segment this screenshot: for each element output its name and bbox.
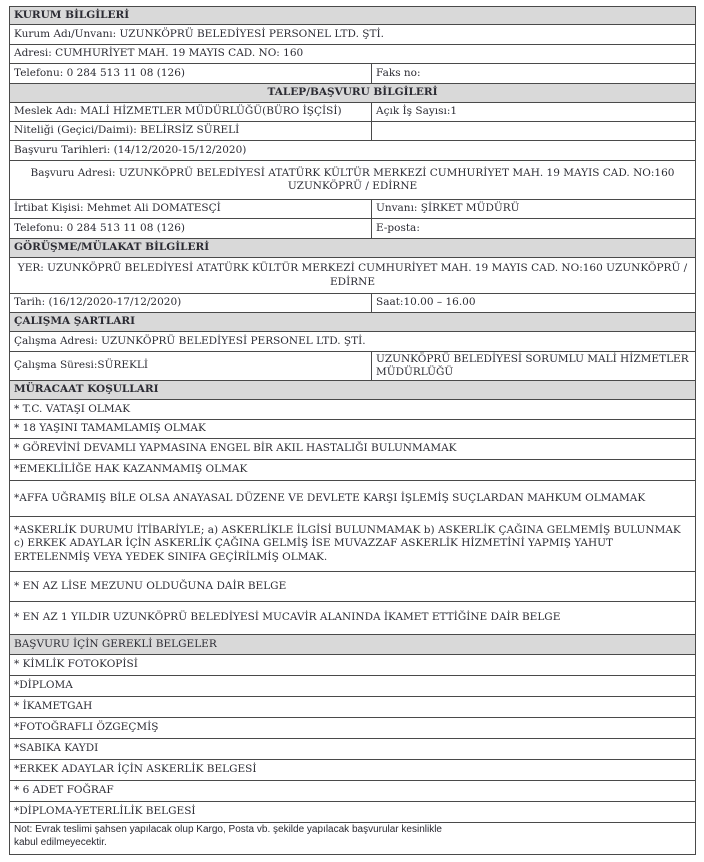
kurum-telefon-row [9,64,696,84]
list-item [9,802,696,823]
belge-item: *DİPLOMA-YETERLİLİK BELGESİ [14,805,196,818]
calisma-header-text: ÇALIŞMA ŞARTLARI [14,315,136,328]
list-item [9,655,696,676]
kurum-adres-row [9,45,696,64]
gorusme-yer-row [9,258,696,294]
talep-eposta: E-posta: [376,221,420,234]
gorusme-header-text: GÖRÜŞME/MÜLAKAT BİLGİLERİ [14,241,210,254]
belge-item: *FOTOĞRAFLI ÖZGEÇMİŞ [14,721,159,734]
section-header-kurum [9,6,696,25]
list-item [9,439,696,460]
belge-item: * 6 ADET FOĞRAF [14,784,114,797]
talep-niteligi: Niteliği (Geçici/Daimi): BELİRSİZ SÜRELİ [10,122,372,140]
muracaat-item: * T.C. VATAŞI OLMAK [14,402,131,415]
talep-adres-row [9,161,696,200]
kurum-adi-row [9,25,696,45]
section-header-belgeler [9,635,696,655]
list-item [9,697,696,718]
list-item [9,760,696,781]
list-item [9,481,696,517]
talep-meslek-row [9,103,696,122]
list-item [9,400,696,420]
calisma-adres: Çalışma Adresi: UZUNKÖPRÜ BELEDİYESİ PERSONEL LTD. ŞTİ. [14,334,366,347]
section-header-talep [9,84,696,103]
talep-niteligi-row [9,122,696,141]
talep-irtibat: İrtibat Kişisi: Mehmet Ali DOMATESÇİ [10,200,372,218]
muracaat-item: * 18 YAŞINI TAMAMLAMIŞ OLMAK [14,422,206,435]
belge-item: * İKAMETGAH [14,700,93,713]
talep-unvani: Unvanı: ŞİRKET MÜDÜRÜ [376,202,520,215]
job-posting-form [9,6,696,855]
belgeler-header-text: BAŞVURU İÇİN GEREKLİ BELGELER [14,637,217,650]
kurum-faks: Faks no: [376,66,421,79]
talep-irtibat-row [9,200,696,219]
belge-item: *DİPLOMA [14,679,73,692]
muracaat-item: * GÖREVİNİ DEVAMLI YAPMASINA ENGEL BİR AKIL HASTALIĞI BULUNMAMAK [14,442,457,455]
calisma-suresi-row [9,352,696,381]
muracaat-header-text: MÜRACAAT KOŞULLARI [14,383,159,396]
gorusme-saat: Saat:10.00 – 16.00 [376,296,476,309]
talep-header-text: TALEP/BAŞVURU BİLGİLERİ [267,86,438,99]
kurum-header-text: KURUM BİLGİLERİ [14,8,130,21]
belge-item: * KİMLİK FOTOKOPİSİ [14,658,138,671]
calisma-suresi: Çalışma Süresi:SÜREKLİ [10,352,372,380]
gorusme-tarih-row [9,294,696,313]
list-item [9,781,696,802]
list-item [9,420,696,439]
talep-telefon: Telefonu: 0 284 513 11 08 (126) [10,219,372,238]
muracaat-item: *AFFA UĞRAMIŞ BİLE OLSA ANAYASAL DÜZENE VE DEVLETE KARŞI İŞLEMİŞ SUÇLARDAN MAHKUM OLMAMAK [14,491,646,504]
talep-tarihleri-row [9,141,696,161]
kurum-adi: Kurum Adı/Unvanı: UZUNKÖPRÜ BELEDİYESİ PERSONEL LTD. ŞTİ. [14,27,384,40]
section-header-gorusme [9,239,696,258]
belge-item: *SABIKA KAYDI [14,742,99,755]
muracaat-item: *ASKERLİK DURUMU İTİBARİYLE; a) ASKERLİKLE İLGİSİ BULUNMAMAK b) ASKERLİK ÇAĞINA GELMEMİŞ BULUNMAK c) ERKEK ADAYLAR İÇİN ASKERLİK ÇAĞINA GELMİŞ İSE MUVAZZAF ASKERLİK HİZMETİNİ YAPMIŞ YAHUT ERTELENMİŞ VEYA YEDEK SINIFA GEÇİRİLMİŞ OLMAK. [14,524,681,563]
note-text: Not: Evrak teslimi şahsen yapılacak olup Kargo, Posta vb. şekilde yapılacak başvurular kesinlikle kabul edilmeyecektir. [14,824,442,848]
talep-adres: Başvuru Adresi: UZUNKÖPRÜ BELEDİYESİ ATATÜRK KÜLTÜR MERKEZİ CUMHURİYET MAH. 19 MAYIS CAD. NO:160 UZUNKÖPRÜ / EDİRNE [30,166,675,192]
section-header-muracaat [9,381,696,400]
calisma-sorumlu: UZUNKÖPRÜ BELEDİYESİ SORUMLU MALİ HİZMETLER MÜDÜRLÜĞÜ [376,352,689,378]
muracaat-item: *EMEKLİLİĞE HAK KAZANMAMIŞ OLMAK [14,463,248,476]
list-item [9,572,696,602]
list-item [9,676,696,697]
kurum-adres: Adresi: CUMHURİYET MAH. 19 MAYIS CAD. NO: 160 [14,47,304,60]
belge-item: *ERKEK ADAYLAR İÇİN ASKERLİK BELGESİ [14,763,257,776]
list-item [9,517,696,572]
talep-meslek: Meslek Adı: MALİ HİZMETLER MÜDÜRLÜĞÜ(BÜRO İŞÇİSİ) [10,103,372,121]
talep-telefon-row [9,219,696,239]
gorusme-tarih: Tarih: (16/12/2020-17/12/2020) [10,294,372,312]
note-row [9,823,696,855]
list-item [9,460,696,481]
talep-acik-is: Açık İş Sayısı:1 [376,105,458,118]
section-header-calisma [9,313,696,332]
muracaat-item: * EN AZ LİSE MEZUNU OLDUĞUNA DAİR BELGE [14,579,287,592]
muracaat-item: * EN AZ 1 YILDIR UZUNKÖPRÜ BELEDİYESİ MUCAVİR ALANINDA İKAMET ETTİĞİNE DAİR BELGE [14,611,561,624]
list-item [9,739,696,760]
list-item [9,718,696,739]
gorusme-yer: YER: UZUNKÖPRÜ BELEDİYESİ ATATÜRK KÜLTÜR MERKEZİ CUMHURİYET MAH. 19 MAYIS CAD. NO:160 UZUNKÖPRÜ / EDİRNE [17,262,688,288]
calisma-adres-row [9,332,696,352]
list-item [9,602,696,635]
talep-tarihleri: Başvuru Tarihleri: (14/12/2020-15/12/2020) [14,143,247,156]
kurum-telefon: Telefonu: 0 284 513 11 08 (126) [10,64,372,83]
